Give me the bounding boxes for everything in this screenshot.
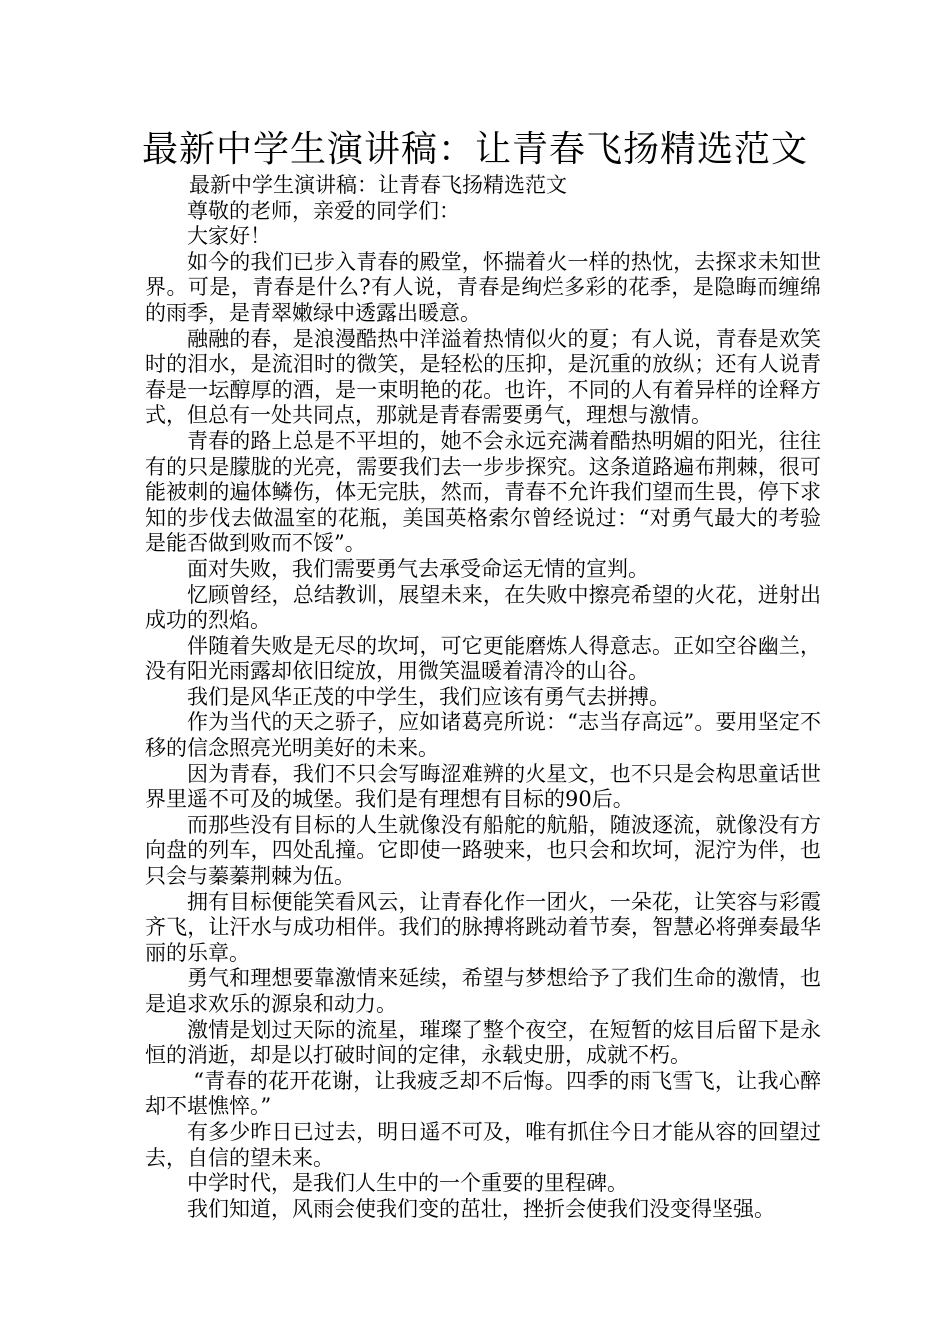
paragraph-greeting: 大家好！ (187, 224, 271, 249)
paragraph: 我们是风华正茂的中学生，我们应该有勇气去拼搏。 (187, 684, 670, 709)
paragraph-quote: “青春的花开花谢，让我疲乏却不后悔。四季的雨飞雪飞，让我心醉却不堪憔悴。” (145, 1068, 821, 1119)
paragraph: 有多少昨日已过去，明日遥不可及，唯有抓住今日才能从容的回望过去，自信的望未来。 (145, 1119, 821, 1170)
paragraph: 青春的路上总是不平坦的，她不会永远充满着酷热明媚的阳光，往往有的只是朦胧的光亮，需要我们去一步步探究。这条道路遍布荆棘，很可能被刺的遍体鳞伤，体无完肤，然而，青春不允许我们望而生畏，停下求知的步伐去做温室的花瓶，美国英格索尔曾经说过：“对勇气最大的考验是能否做到败而不馁”。 (145, 428, 821, 556)
paragraph: 融融的春，是浪漫酷热中洋溢着热情似火的夏；有人说，青春是欢笑时的泪水，是流泪时的微笑，是轻松的压抑，是沉重的放纵；还有人说青春是一坛醇厚的酒，是一束明艳的花。也许，不同的人有着异样的诠释方式，但总有一处共同点，那就是青春需要勇气，理想与激情。 (145, 326, 821, 428)
paragraph: 拥有目标便能笑看风云，让青春化作一团火，一朵花，让笑容与彩霞齐飞，让汗水与成功相伴。我们的脉搏将跳动着节奏，智慧必将弹奏最华丽的乐章。 (145, 889, 821, 965)
paragraph: 伴随着失败是无尽的坎坷，可它更能磨炼人得意志。正如空谷幽兰，没有阳光雨露却依旧绽放，用微笑温暖着清冷的山谷。 (145, 633, 821, 684)
paragraph: 忆顾曾经，总结教训，展望未来，在失败中擦亮希望的火花，迸射出成功的烈焰。 (145, 582, 821, 633)
paragraph: 作为当代的天之骄子，应如诸葛亮所说：“志当存高远”。要用坚定不移的信念照亮光明美好的未来。 (145, 710, 821, 761)
document-subtitle: 最新中学生演讲稿：让青春飞扬精选范文 (189, 173, 567, 197)
paragraph: 我们知道，风雨会使我们变的茁壮，挫折会使我们没变得坚强。 (187, 1196, 775, 1221)
paragraph: 因为青春，我们不只会写晦涩难辨的火星文，也不只是会构思童话世界里遥不可及的城堡。我们是有理想有目标的90后。 (145, 761, 821, 812)
paragraph: 激情是划过天际的流星，璀璨了整个夜空，在短暂的炫目后留下是永恒的消逝，却是以打破时间的定律，永载史册，成就不朽。 (145, 1017, 821, 1068)
paragraph: 面对失败，我们需要勇气去承受命运无情的宣判。 (187, 556, 649, 581)
paragraph-salutation: 尊敬的老师，亲爱的同学们： (187, 198, 460, 223)
paragraph: 勇气和理想要靠激情来延续，希望与梦想给予了我们生命的激情，也是追求欢乐的源泉和动力。 (145, 966, 821, 1016)
document-title: 最新中学生演讲稿：让青春飞扬精选范文 (141, 129, 808, 170)
paragraph: 而那些没有目标的人生就像没有船舵的航船，随波逐流，就像没有方向盘的列车，四处乱撞。它即使一路驶来，也只会和坎坷，泥泞为伴，也只会与蓁蓁荆棘为伍。 (145, 812, 821, 889)
paragraph: 如今的我们已步入青春的殿堂，怀揣着火一样的热忱，去探求未知世界。可是，青春是什么?有人说，青春是绚烂多彩的花季，是隐晦而缠绵的雨季，是青翠嫩绿中透露出暖意。 (145, 249, 821, 325)
document-body (145, 173, 821, 1222)
paragraph: 中学时代，是我们人生中的一个重要的里程碑。 (187, 1171, 628, 1196)
